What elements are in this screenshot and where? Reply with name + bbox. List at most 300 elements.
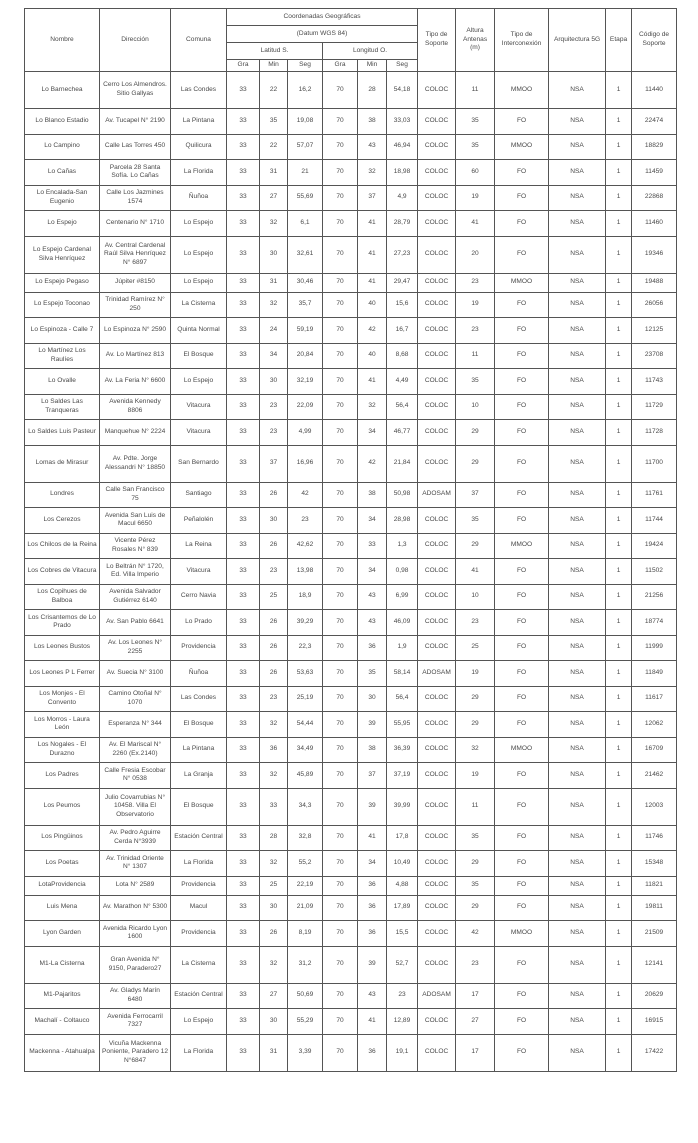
- header-nombre: Nombre: [25, 9, 100, 72]
- cell-direccion: Av. Trinidad Oriente N° 1307: [100, 851, 171, 877]
- cell-lat-seg: 50,69: [288, 983, 323, 1009]
- header-codigo: Código de Soporte: [632, 9, 677, 72]
- cell-direccion: Calle Los Jazmines 1574: [100, 185, 171, 211]
- cell-lon-gra: 70: [323, 661, 358, 687]
- cell-comuna: La Pintana: [171, 109, 227, 135]
- cell-altura: 32: [456, 737, 495, 763]
- cell-comuna: La Florida: [171, 160, 227, 186]
- cell-direccion: Av. Central Cardenal Raúl Silva Henríquez N° 6897: [100, 236, 171, 273]
- cell-direccion: Av. Marathon N° 5300: [100, 895, 171, 921]
- cell-tipo-soporte: COLOC: [418, 508, 456, 534]
- cell-tipo-interconexion: MMOO: [495, 72, 549, 109]
- cell-lat-seg: 19,08: [288, 109, 323, 135]
- cell-nombre: Mackenna - Atahualpa: [25, 1034, 100, 1071]
- cell-codigo: 12003: [632, 788, 677, 825]
- cell-lat-min: 23: [260, 394, 288, 420]
- cell-nombre: Lo Espejo Cardenal Silva Henríquez: [25, 236, 100, 273]
- cell-lat-gra: 33: [227, 712, 260, 738]
- cell-lon-gra: 70: [323, 211, 358, 237]
- cell-altura: 23: [456, 273, 495, 292]
- cell-lat-gra: 33: [227, 686, 260, 712]
- cell-etapa: 1: [606, 508, 632, 534]
- cell-lat-min: 22: [260, 72, 288, 109]
- cell-lat-gra: 33: [227, 876, 260, 895]
- cell-direccion: Av. Pedro Aguirre Cerda N°3939: [100, 825, 171, 851]
- cell-codigo: 19488: [632, 273, 677, 292]
- cell-lon-gra: 70: [323, 420, 358, 446]
- cell-tipo-interconexion: FO: [495, 635, 549, 661]
- table-row: [25, 109, 677, 135]
- cell-codigo: 11743: [632, 369, 677, 395]
- cell-lat-min: 34: [260, 343, 288, 369]
- cell-lon-min: 43: [358, 610, 387, 636]
- cell-etapa: 1: [606, 318, 632, 344]
- cell-altura: 29: [456, 851, 495, 877]
- cell-comuna: Las Condes: [171, 72, 227, 109]
- cell-lat-min: 27: [260, 185, 288, 211]
- cell-tipo-soporte: COLOC: [418, 610, 456, 636]
- header-tipo-soporte: Tipo de Soporte: [418, 9, 456, 72]
- cell-lon-gra: 70: [323, 236, 358, 273]
- cell-lat-gra: 33: [227, 661, 260, 687]
- cell-altura: 23: [456, 946, 495, 983]
- cell-lon-seg: 23: [387, 983, 418, 1009]
- cell-direccion: Avenida Ferrocarril 7327: [100, 1009, 171, 1035]
- cell-codigo: 21509: [632, 921, 677, 947]
- cell-altura: 37: [456, 482, 495, 508]
- cell-lat-min: 25: [260, 584, 288, 610]
- cell-lat-min: 32: [260, 946, 288, 983]
- cell-lat-gra: 33: [227, 895, 260, 921]
- cell-altura: 27: [456, 1009, 495, 1035]
- cell-altura: 29: [456, 445, 495, 482]
- cell-lon-seg: 15,5: [387, 921, 418, 947]
- cell-comuna: Macul: [171, 895, 227, 921]
- cell-tipo-interconexion: FO: [495, 1009, 549, 1035]
- cell-lon-gra: 70: [323, 686, 358, 712]
- cell-codigo: 11746: [632, 825, 677, 851]
- cell-comuna: Peñalolén: [171, 508, 227, 534]
- cell-lon-min: 34: [358, 420, 387, 446]
- cell-arquitectura: NSA: [549, 983, 606, 1009]
- table-row: [25, 1009, 677, 1035]
- cell-lon-gra: 70: [323, 445, 358, 482]
- cell-lat-min: 31: [260, 273, 288, 292]
- cell-nombre: Lo Encalada-San Eugenio: [25, 185, 100, 211]
- cell-comuna: La Cisterna: [171, 292, 227, 318]
- cell-lon-seg: 54,18: [387, 72, 418, 109]
- cell-etapa: 1: [606, 533, 632, 559]
- cell-tipo-interconexion: FO: [495, 686, 549, 712]
- cell-etapa: 1: [606, 72, 632, 109]
- cell-lat-seg: 13,98: [288, 559, 323, 585]
- cell-tipo-soporte: COLOC: [418, 211, 456, 237]
- cell-etapa: 1: [606, 851, 632, 877]
- cell-nombre: Luis Mena: [25, 895, 100, 921]
- cell-tipo-soporte: COLOC: [418, 921, 456, 947]
- cell-lat-gra: 33: [227, 763, 260, 789]
- cell-direccion: Av. Suecia N° 3100: [100, 661, 171, 687]
- cell-lon-min: 37: [358, 185, 387, 211]
- cell-lat-gra: 33: [227, 394, 260, 420]
- cell-etapa: 1: [606, 983, 632, 1009]
- table-row: [25, 921, 677, 947]
- cell-altura: 41: [456, 211, 495, 237]
- header-altura: Altura Antenas (m): [456, 9, 495, 72]
- cell-tipo-soporte: COLOC: [418, 273, 456, 292]
- cell-lon-gra: 70: [323, 737, 358, 763]
- cell-altura: 23: [456, 318, 495, 344]
- cell-arquitectura: NSA: [549, 851, 606, 877]
- cell-lon-min: 43: [358, 983, 387, 1009]
- cell-altura: 29: [456, 895, 495, 921]
- table-row: [25, 318, 677, 344]
- cell-lat-seg: 55,29: [288, 1009, 323, 1035]
- cell-comuna: La Reina: [171, 533, 227, 559]
- cell-lon-gra: 70: [323, 343, 358, 369]
- cell-comuna: Ñuñoa: [171, 185, 227, 211]
- table-row: [25, 236, 677, 273]
- cell-tipo-soporte: COLOC: [418, 343, 456, 369]
- cell-lon-seg: 28,98: [387, 508, 418, 534]
- cell-codigo: 17422: [632, 1034, 677, 1071]
- cell-etapa: 1: [606, 788, 632, 825]
- cell-direccion: Calle San Francisco 75: [100, 482, 171, 508]
- cell-lon-min: 33: [358, 533, 387, 559]
- cell-lon-seg: 39,99: [387, 788, 418, 825]
- cell-nombre: M1-La Cisterna: [25, 946, 100, 983]
- cell-lon-min: 41: [358, 211, 387, 237]
- cell-altura: 25: [456, 635, 495, 661]
- cell-tipo-soporte: COLOC: [418, 72, 456, 109]
- cell-direccion: Júpiter #8150: [100, 273, 171, 292]
- cell-comuna: La Florida: [171, 1034, 227, 1071]
- cell-lat-gra: 33: [227, 445, 260, 482]
- cell-codigo: 11849: [632, 661, 677, 687]
- cell-tipo-interconexion: FO: [495, 236, 549, 273]
- cell-arquitectura: NSA: [549, 394, 606, 420]
- cell-lat-seg: 22,09: [288, 394, 323, 420]
- cell-altura: 19: [456, 763, 495, 789]
- cell-nombre: Machalí - Coltauco: [25, 1009, 100, 1035]
- cell-nombre: Los Poetas: [25, 851, 100, 877]
- cell-lat-gra: 33: [227, 946, 260, 983]
- cell-lon-seg: 19,1: [387, 1034, 418, 1071]
- cell-tipo-interconexion: FO: [495, 160, 549, 186]
- cell-nombre: Los Monjes - El Convento: [25, 686, 100, 712]
- cell-tipo-interconexion: FO: [495, 895, 549, 921]
- cell-etapa: 1: [606, 686, 632, 712]
- table-row: [25, 445, 677, 482]
- header-coordenadas: Coordenadas Geográficas: [227, 9, 418, 26]
- cell-tipo-soporte: COLOC: [418, 825, 456, 851]
- cell-nombre: M1-Pajaritos: [25, 983, 100, 1009]
- cell-altura: 41: [456, 559, 495, 585]
- cell-etapa: 1: [606, 236, 632, 273]
- cell-nombre: Lyon Garden: [25, 921, 100, 947]
- cell-etapa: 1: [606, 737, 632, 763]
- cell-nombre: Lo Espinoza - Calle 7: [25, 318, 100, 344]
- cell-lon-gra: 70: [323, 983, 358, 1009]
- cell-tipo-soporte: ADOSAM: [418, 983, 456, 1009]
- cell-lon-min: 38: [358, 482, 387, 508]
- cell-nombre: Lomas de Mirasur: [25, 445, 100, 482]
- cell-arquitectura: NSA: [549, 737, 606, 763]
- cell-lat-seg: 23: [288, 508, 323, 534]
- cell-tipo-interconexion: FO: [495, 661, 549, 687]
- cell-lon-seg: 52,7: [387, 946, 418, 983]
- cell-lon-seg: 1,9: [387, 635, 418, 661]
- cell-lon-seg: 10,49: [387, 851, 418, 877]
- cell-nombre: Lo Barnechea: [25, 72, 100, 109]
- cell-nombre: Los Leones Bustos: [25, 635, 100, 661]
- cell-lon-min: 38: [358, 109, 387, 135]
- cell-tipo-interconexion: FO: [495, 610, 549, 636]
- cell-codigo: 23708: [632, 343, 677, 369]
- cell-lon-gra: 70: [323, 584, 358, 610]
- cell-lat-min: 36: [260, 737, 288, 763]
- cell-tipo-soporte: COLOC: [418, 109, 456, 135]
- cell-direccion: Av. Tucapel N° 2190: [100, 109, 171, 135]
- cell-lon-seg: 4,88: [387, 876, 418, 895]
- cell-lat-seg: 20,84: [288, 343, 323, 369]
- cell-lat-gra: 33: [227, 273, 260, 292]
- cell-lon-min: 36: [358, 895, 387, 921]
- cell-nombre: Londres: [25, 482, 100, 508]
- table-row: [25, 661, 677, 687]
- cell-lon-gra: 70: [323, 533, 358, 559]
- cell-lon-seg: 12,89: [387, 1009, 418, 1035]
- cell-lon-min: 41: [358, 273, 387, 292]
- cell-lon-seg: 50,98: [387, 482, 418, 508]
- cell-altura: 29: [456, 686, 495, 712]
- cell-etapa: 1: [606, 895, 632, 921]
- cell-codigo: 18829: [632, 134, 677, 160]
- cell-comuna: El Bosque: [171, 788, 227, 825]
- cell-lon-min: 41: [358, 1009, 387, 1035]
- cell-altura: 17: [456, 1034, 495, 1071]
- cell-lon-min: 36: [358, 1034, 387, 1071]
- cell-direccion: Avenida Ricardo Lyon 1600: [100, 921, 171, 947]
- cell-arquitectura: NSA: [549, 420, 606, 446]
- cell-comuna: Quinta Normal: [171, 318, 227, 344]
- cell-arquitectura: NSA: [549, 160, 606, 186]
- table-row: [25, 610, 677, 636]
- cell-tipo-interconexion: FO: [495, 983, 549, 1009]
- cell-lat-seg: 59,19: [288, 318, 323, 344]
- cell-tipo-interconexion: MMOO: [495, 921, 549, 947]
- cell-lat-seg: 25,19: [288, 686, 323, 712]
- cell-lat-gra: 33: [227, 533, 260, 559]
- cell-lon-gra: 70: [323, 273, 358, 292]
- cell-lon-min: 39: [358, 788, 387, 825]
- cell-arquitectura: NSA: [549, 788, 606, 825]
- cell-direccion: Esperanza N° 344: [100, 712, 171, 738]
- cell-lon-seg: 4,49: [387, 369, 418, 395]
- cell-lon-min: 34: [358, 508, 387, 534]
- cell-tipo-soporte: COLOC: [418, 559, 456, 585]
- cell-nombre: LotaProvidencia: [25, 876, 100, 895]
- cell-lat-seg: 34,49: [288, 737, 323, 763]
- cell-tipo-interconexion: FO: [495, 508, 549, 534]
- cell-comuna: Lo Espejo: [171, 236, 227, 273]
- cell-lon-seg: 17,8: [387, 825, 418, 851]
- header-lat-gra: Gra: [227, 60, 260, 72]
- cell-lat-gra: 33: [227, 851, 260, 877]
- cell-nombre: Lo Saldes Luis Pasteur: [25, 420, 100, 446]
- cell-direccion: Parcela 28 Santa Sofía. Lo Cañas: [100, 160, 171, 186]
- cell-lon-seg: 8,68: [387, 343, 418, 369]
- cell-nombre: Lo Espejo Toconao: [25, 292, 100, 318]
- cell-nombre: Lo Campino: [25, 134, 100, 160]
- cell-comuna: Vitacura: [171, 394, 227, 420]
- cell-altura: 23: [456, 610, 495, 636]
- cell-tipo-interconexion: FO: [495, 185, 549, 211]
- cell-tipo-interconexion: FO: [495, 763, 549, 789]
- cell-lon-seg: 46,09: [387, 610, 418, 636]
- cell-nombre: Lo Espejo: [25, 211, 100, 237]
- cell-nombre: Los Morros - Laura León: [25, 712, 100, 738]
- table-row: [25, 686, 677, 712]
- cell-direccion: Manquehue N° 2224: [100, 420, 171, 446]
- cell-lon-gra: 70: [323, 763, 358, 789]
- cell-tipo-soporte: COLOC: [418, 533, 456, 559]
- cell-comuna: La Pintana: [171, 737, 227, 763]
- cell-lon-min: 42: [358, 445, 387, 482]
- cell-etapa: 1: [606, 211, 632, 237]
- cell-lat-min: 26: [260, 533, 288, 559]
- header-direccion: Dirección: [100, 9, 171, 72]
- cell-comuna: San Bernardo: [171, 445, 227, 482]
- header-arquitectura: Arquitectura 5G: [549, 9, 606, 72]
- cell-direccion: Camino Otoñal N° 1070: [100, 686, 171, 712]
- cell-arquitectura: NSA: [549, 292, 606, 318]
- cell-tipo-soporte: COLOC: [418, 851, 456, 877]
- cell-etapa: 1: [606, 185, 632, 211]
- cell-arquitectura: NSA: [549, 559, 606, 585]
- cell-direccion: Trinidad Ramírez N° 250: [100, 292, 171, 318]
- cell-lat-min: 22: [260, 134, 288, 160]
- cell-arquitectura: NSA: [549, 185, 606, 211]
- cell-lat-gra: 33: [227, 236, 260, 273]
- cell-lon-min: 36: [358, 635, 387, 661]
- cell-comuna: Providencia: [171, 635, 227, 661]
- cell-lat-min: 26: [260, 921, 288, 947]
- cell-tipo-interconexion: MMOO: [495, 737, 549, 763]
- cell-lon-min: 41: [358, 369, 387, 395]
- table-row: [25, 482, 677, 508]
- cell-lat-gra: 33: [227, 109, 260, 135]
- cell-tipo-interconexion: FO: [495, 292, 549, 318]
- cell-lat-gra: 33: [227, 420, 260, 446]
- cell-altura: 35: [456, 508, 495, 534]
- cell-tipo-interconexion: MMOO: [495, 533, 549, 559]
- cell-altura: 35: [456, 134, 495, 160]
- cell-lat-min: 23: [260, 420, 288, 446]
- cell-lat-gra: 33: [227, 318, 260, 344]
- cell-tipo-soporte: COLOC: [418, 1034, 456, 1071]
- cell-lat-seg: 57,07: [288, 134, 323, 160]
- cell-arquitectura: NSA: [549, 610, 606, 636]
- cell-direccion: Av. Gladys Marín 6480: [100, 983, 171, 1009]
- cell-comuna: Cerro Navia: [171, 584, 227, 610]
- cell-arquitectura: NSA: [549, 946, 606, 983]
- cell-codigo: 11761: [632, 482, 677, 508]
- cell-arquitectura: NSA: [549, 635, 606, 661]
- cell-altura: 29: [456, 420, 495, 446]
- cell-etapa: 1: [606, 610, 632, 636]
- cell-lat-seg: 21: [288, 160, 323, 186]
- cell-codigo: 11700: [632, 445, 677, 482]
- header-etapa: Etapa: [606, 9, 632, 72]
- cell-direccion: Av. San Pablo 6641: [100, 610, 171, 636]
- cell-lat-min: 30: [260, 236, 288, 273]
- cell-lon-gra: 70: [323, 369, 358, 395]
- cell-nombre: Lo Cañas: [25, 160, 100, 186]
- cell-tipo-interconexion: FO: [495, 946, 549, 983]
- cell-lat-seg: 22,3: [288, 635, 323, 661]
- cell-etapa: 1: [606, 825, 632, 851]
- cell-lon-seg: 27,23: [387, 236, 418, 273]
- cell-arquitectura: NSA: [549, 211, 606, 237]
- cell-lon-min: 41: [358, 236, 387, 273]
- cell-lat-gra: 33: [227, 134, 260, 160]
- cell-tipo-interconexion: FO: [495, 420, 549, 446]
- cell-arquitectura: NSA: [549, 921, 606, 947]
- table-row: [25, 584, 677, 610]
- cell-tipo-soporte: ADOSAM: [418, 482, 456, 508]
- cell-lat-seg: 32,8: [288, 825, 323, 851]
- cell-tipo-soporte: COLOC: [418, 420, 456, 446]
- cell-altura: 19: [456, 292, 495, 318]
- cell-lat-seg: 35,7: [288, 292, 323, 318]
- table-row: [25, 983, 677, 1009]
- cell-lon-seg: 15,6: [387, 292, 418, 318]
- cell-codigo: 15348: [632, 851, 677, 877]
- header-datum: (Datum WGS 84): [227, 26, 418, 43]
- cell-lat-gra: 33: [227, 635, 260, 661]
- cell-comuna: Vitacura: [171, 420, 227, 446]
- cell-lat-gra: 33: [227, 921, 260, 947]
- cell-codigo: 11502: [632, 559, 677, 585]
- cell-lat-gra: 33: [227, 788, 260, 825]
- cell-lat-seg: 55,2: [288, 851, 323, 877]
- cell-lon-min: 39: [358, 946, 387, 983]
- cell-lon-min: 34: [358, 851, 387, 877]
- cell-nombre: Lo Ovalle: [25, 369, 100, 395]
- cell-codigo: 11821: [632, 876, 677, 895]
- cell-lat-seg: 22,19: [288, 876, 323, 895]
- cell-nombre: Los Copihues de Balboa: [25, 584, 100, 610]
- cell-lat-min: 33: [260, 788, 288, 825]
- cell-lon-min: 40: [358, 343, 387, 369]
- cell-tipo-soporte: COLOC: [418, 686, 456, 712]
- cell-lon-seg: 46,94: [387, 134, 418, 160]
- cell-tipo-interconexion: FO: [495, 825, 549, 851]
- cell-arquitectura: NSA: [549, 369, 606, 395]
- cell-lat-gra: 33: [227, 610, 260, 636]
- table-row: [25, 394, 677, 420]
- cell-arquitectura: NSA: [549, 825, 606, 851]
- cell-etapa: 1: [606, 635, 632, 661]
- cell-lat-min: 25: [260, 876, 288, 895]
- cell-nombre: Los Cobres de Vitacura: [25, 559, 100, 585]
- header-longitud: Longitud O.: [323, 43, 418, 60]
- cell-lon-gra: 70: [323, 160, 358, 186]
- cell-lat-gra: 33: [227, 160, 260, 186]
- cell-comuna: Lo Espejo: [171, 273, 227, 292]
- cell-lat-min: 32: [260, 211, 288, 237]
